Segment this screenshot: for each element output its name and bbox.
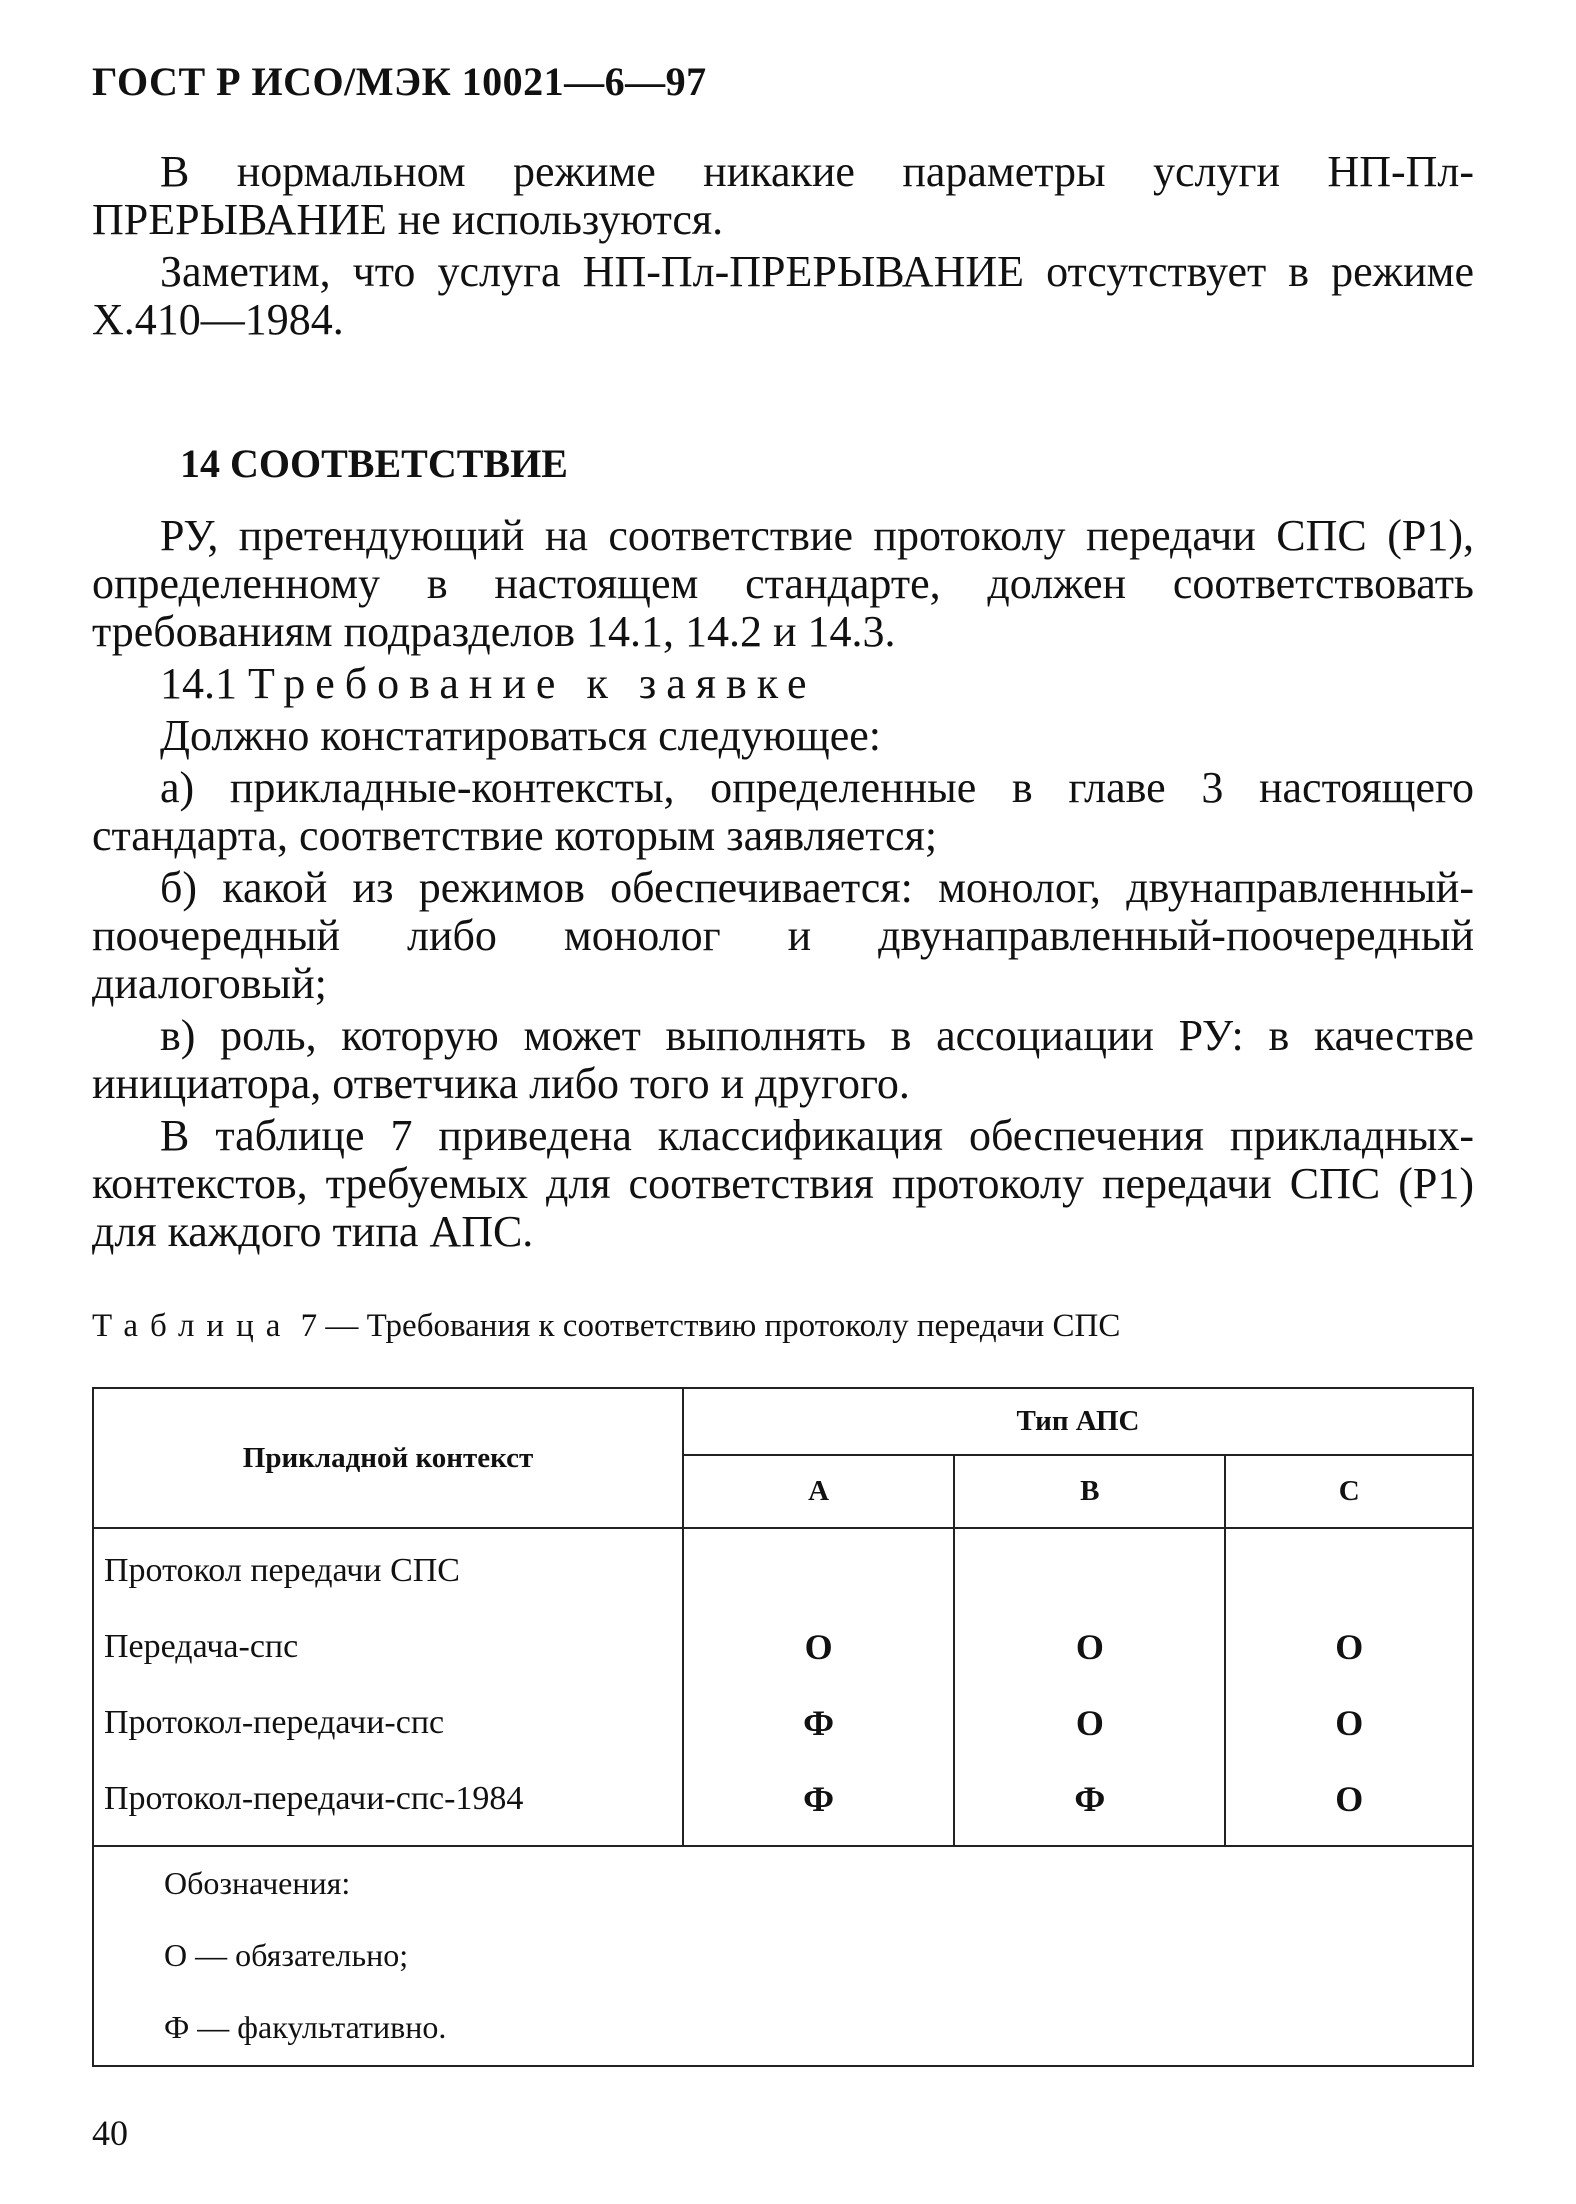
requirements-table <box>92 1387 1474 2067</box>
cell-value: О <box>1075 1627 1104 1667</box>
legend-title: Обозначения: <box>164 1865 351 1901</box>
cell-value: О <box>1075 1703 1104 1743</box>
cell-value: О <box>1335 1779 1364 1819</box>
document-header: ГОСТ Р ИСО/МЭК 10021—6—97 <box>92 59 707 104</box>
cell-value <box>1226 1533 1472 1609</box>
subsection-number: 14.1 <box>160 659 237 708</box>
cell-value <box>684 1533 953 1609</box>
cell-value: О <box>1335 1703 1364 1743</box>
list-item-b: б) какой из режимов обеспечивается: монолог, двунаправленный-поочередный либо монолог и двунаправленный-поочередный диалоговый; <box>92 863 1474 1008</box>
cell-value: Ф <box>803 1703 835 1743</box>
row-label: Протокол-передачи-спс-1984 <box>104 1780 524 1817</box>
column-header-type-group: Тип АПС <box>683 1388 1473 1455</box>
row-labels-column <box>93 1528 683 1846</box>
column-header-a: A <box>683 1455 954 1528</box>
column-header-c: C <box>1225 1455 1473 1528</box>
section-title: 14 СООТВЕТСТВИЕ <box>180 441 568 486</box>
subsection-heading <box>92 660 1474 708</box>
legend-optional: Ф — факультативно. <box>164 2009 447 2045</box>
section-paragraph-1: РУ, претендующий на соответствие протоколу передачи СПС (Р1), определенному в настоящем стандарте, должен соответствовать требованиям подразделов 14.1, 14.2 и 14.3. <box>92 511 1474 656</box>
column-b-values <box>954 1528 1225 1846</box>
cell-value: О <box>1335 1627 1364 1667</box>
intro-block <box>92 148 1474 344</box>
column-header-b: B <box>954 1455 1225 1528</box>
section-block <box>92 512 1474 1256</box>
subsection-title: Требование к заявке <box>248 659 817 708</box>
cell-value <box>955 1533 1224 1609</box>
table-caption <box>92 1308 1120 1345</box>
column-c-values <box>1225 1528 1473 1846</box>
page-number: 40 <box>92 2113 128 2153</box>
list-item-a: а) прикладные-контексты, определенные в главе 3 настоящего стандарта, соответствие которым заявляется; <box>92 763 1474 860</box>
legend-mandatory: О — обязательно; <box>164 1937 409 1973</box>
row-label: Протокол-передачи-спс <box>104 1704 445 1741</box>
cell-value: О <box>804 1627 833 1667</box>
table-caption-text: 7 — Требования к соответствию протоколу передачи СПС <box>300 1308 1121 1344</box>
list-item-c: в) роль, которую может выполнять в ассоциации РУ: в качестве инициатора, ответчика либо того и другого. <box>92 1011 1474 1108</box>
intro-paragraph-2: Заметим, что услуга НП-Пл-ПРЕРЫВАНИЕ отсутствует в режиме X.410—1984. <box>92 247 1474 344</box>
column-header-context: Прикладной контекст <box>93 1388 683 1528</box>
list-intro: Должно констатироваться следующее: <box>160 711 881 760</box>
cell-value: Ф <box>803 1779 835 1819</box>
cell-value: Ф <box>1074 1779 1106 1819</box>
column-a-values <box>683 1528 954 1846</box>
table-reference-paragraph: В таблице 7 приведена классификация обеспечения прикладных-контекстов, требуемых для соответствия протоколу передачи СПС (Р1) для каждого типа АПС. <box>92 1111 1474 1256</box>
intro-paragraph-1: В нормальном режиме никакие параметры услуги НП-Пл-ПРЕРЫВАНИЕ не используются. <box>92 147 1474 244</box>
table-caption-label: Таблица <box>92 1308 293 1344</box>
row-label: Протокол передачи СПС <box>104 1552 460 1589</box>
row-label: Передача-спс <box>104 1628 299 1665</box>
table-legend <box>93 1846 1473 2066</box>
